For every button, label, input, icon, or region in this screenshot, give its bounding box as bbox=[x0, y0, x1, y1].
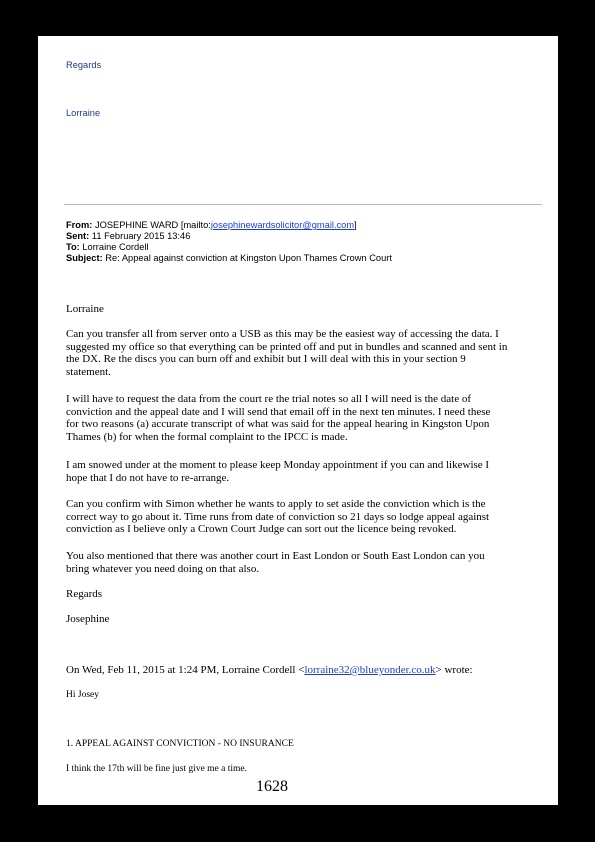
greeting: Lorraine bbox=[66, 303, 104, 315]
to-value: Lorraine Cordell bbox=[82, 242, 149, 252]
paragraph-5 bbox=[66, 550, 548, 575]
to-line bbox=[66, 242, 392, 253]
to-label: To: bbox=[66, 242, 80, 252]
subject-label: Subject: bbox=[66, 253, 103, 263]
p4-line: conviction as I believe only a Crown Court Judge can sort out the licence being revoked. bbox=[66, 523, 457, 535]
sent-label: Sent: bbox=[66, 231, 90, 241]
quote-email-link[interactable]: lorraine32@blueyonder.co.uk bbox=[304, 664, 436, 676]
closing-regards: Regards bbox=[66, 588, 103, 600]
quoted-greeting: Hi Josey bbox=[66, 690, 99, 700]
paragraph-1 bbox=[66, 328, 548, 378]
document-page bbox=[38, 36, 558, 805]
p5-line: You also mentioned that there was another court in East London or South East London can you bbox=[66, 550, 485, 562]
subject-value: Re: Appeal against conviction at Kingston Upon Thames Crown Court bbox=[105, 253, 392, 263]
p2-line: I will have to request the data from the court re the trial notes so all I will need is the date of bbox=[66, 393, 472, 405]
sent-value: 11 February 2015 13:46 bbox=[91, 231, 191, 241]
paragraph-3 bbox=[66, 459, 548, 484]
p2-line: Thames (b) for when the formal complaint to the IPCC is made. bbox=[66, 430, 348, 443]
signature: Josephine bbox=[66, 613, 110, 625]
quoted-item-heading: 1. APPEAL AGAINST CONVICTION - NO INSURANCE bbox=[66, 739, 294, 749]
from-value: JOSEPHINE WARD [mailto: bbox=[94, 220, 211, 230]
quote-post: > wrote: bbox=[435, 664, 473, 676]
p1-line: Can you transfer all from server onto a USB as this may be the easiest way of accessing the data. I bbox=[66, 328, 499, 340]
from-email-link[interactable]: josephinewardsolicitor@gmail.com bbox=[210, 220, 355, 230]
header-divider bbox=[64, 204, 542, 205]
quote-pre: On Wed, Feb 11, 2015 at 1:24 PM, Lorraine Cordell < bbox=[66, 664, 305, 676]
p4-line: Can you confirm with Simon whether he wants to apply to set aside the conviction which is the bbox=[66, 498, 486, 510]
sent-line bbox=[66, 231, 392, 242]
quote-attribution bbox=[66, 664, 473, 677]
p4-line: correct way to go about it. Time runs from date of conviction so 21 days so lodge appeal against bbox=[66, 510, 490, 523]
paragraph-4 bbox=[66, 498, 548, 536]
p2-line: for two reasons (a) accurate transcript of what was said for the appeal hearing in Kingston Upon bbox=[66, 418, 490, 430]
email-header bbox=[66, 220, 392, 264]
paragraph-2 bbox=[66, 393, 548, 443]
from-value-end: ] bbox=[354, 220, 357, 230]
p3-line: hope that I do not have to re-arrange. bbox=[66, 471, 230, 484]
p3-line: I am snowed under at the moment to please keep Monday appointment if you can and likewise I bbox=[66, 459, 490, 471]
p1-line: suggested my office so that everything can be printed off and put in bundles and scanned and sent in bbox=[66, 340, 508, 353]
from-label: From: bbox=[66, 220, 93, 230]
page-number: 1628 bbox=[256, 778, 288, 795]
top-regards: Regards bbox=[66, 60, 102, 70]
quoted-item-text: I think the 17th will be fine just give me a time. bbox=[66, 764, 247, 774]
p2-line: conviction and the appeal date and I will send that email off in the next ten minutes. I need these bbox=[66, 405, 491, 418]
from-line bbox=[66, 220, 392, 231]
top-name: Lorraine bbox=[66, 108, 101, 118]
subject-line bbox=[66, 253, 392, 264]
p1-line: the DX. Re the discs you can burn off and exhibit but I will deal with this in your section 9 bbox=[66, 353, 466, 365]
p5-line: bring whatever you need doing on that also. bbox=[66, 562, 260, 575]
p1-line: statement. bbox=[66, 365, 111, 378]
